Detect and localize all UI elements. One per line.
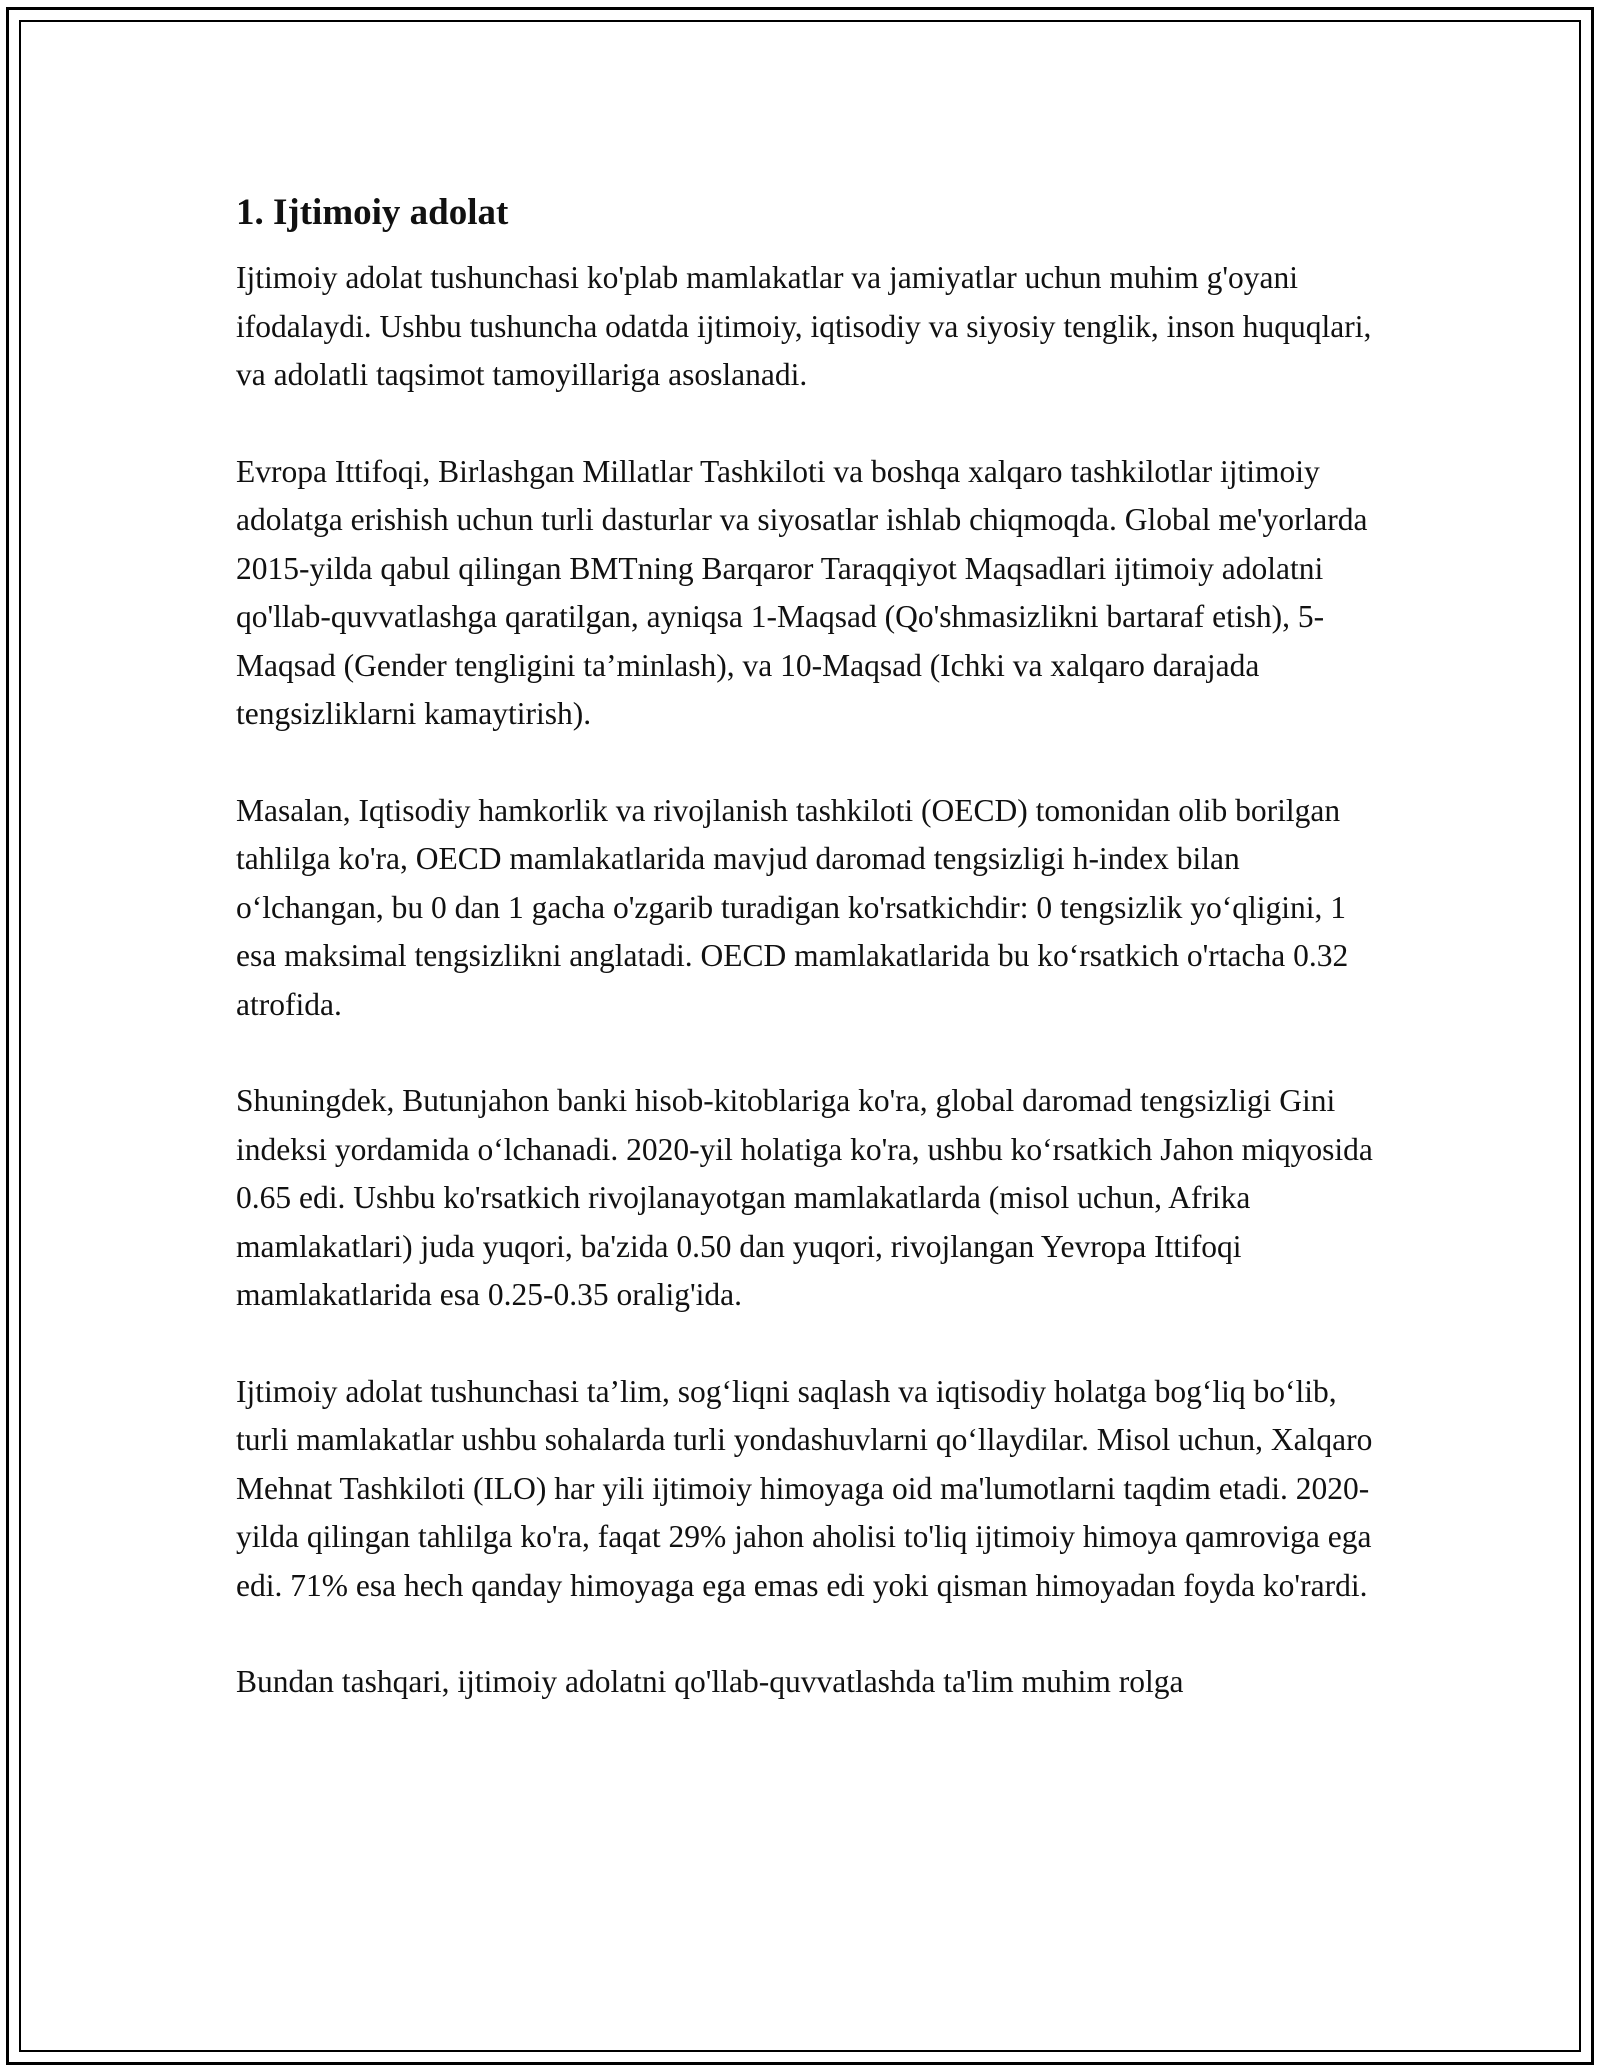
document-body <box>236 188 1386 1755</box>
paragraph-1: Ijtimoiy adolat tushunchasi ko'plab mamlakatlar va jamiyatlar uchun muhim g'oyani ifodalaydi. Ushbu tushuncha odatda ijtimoiy, iqtisodiy va siyosiy tenglik, inson huquqlari, va adolatli taqsimot tamoyillariga asoslanadi. <box>236 260 1372 392</box>
paragraph-5: Ijtimoiy adolat tushunchasi ta’lim, sog‘liqni saqlash va iqtisodiy holatga bog‘liq bo‘lib, turli mamlakatlar ushbu sohalarda turli yondashuvlarni qo‘llaydilar. Misol uchun, Xalqaro Mehnat Tashkiloti (ILO) har yili ijtimoiy himoyaga oid ma'lumotlarni taqdim etadi. 2020-yilda qilingan tahlilga ko'ra, faqat 29% jahon aholisi to'liq ijtimoiy himoya qamroviga ega edi. 71% esa hech qanday himoyaga ega emas edi yoki qisman himoyadan foyda ko'rardi. <box>236 1373 1373 1603</box>
paragraph-3: Masalan, Iqtisodiy hamkorlik va rivojlanish tashkiloti (OECD) tomonidan olib borilgan tahlilga ko'ra, OECD mamlakatlarida mavjud daromad tengsizligi h-index bilan o‘lchangan, bu 0 dan 1 gacha o'zgarib turadigan ko'rsatkichdir: 0 tengsizlik yo‘qligini, 1 esa maksimal tengsizlikni anglatadi. OECD mamlakatlarida bu ko‘rsatkich o'rtacha 0.32 atrofida. <box>236 792 1349 1022</box>
paragraph-6: Bundan tashqari, ijtimoiy adolatni qo'llab-quvvatlashda ta'lim muhim rolga <box>236 1664 1184 1699</box>
paragraph-4: Shuningdek, Butunjahon banki hisob-kitoblariga ko'ra, global daromad tengsizligi Gini indeksi yordamida o‘lchanadi. 2020-yil holatiga ko'ra, ushbu ko‘rsatkich Jahon miqyosida 0.65 edi. Ushbu ko'rsatkich rivojlanayotgan mamlakatlarda (misol uchun, Afrika mamlakatlari) juda yuqori, ba'zida 0.50 dan yuqori, rivojlangan Yevropa Ittifoqi mamlakatlarida esa 0.25-0.35 oralig'ida. <box>236 1083 1373 1312</box>
section-heading: 1. Ijtimoiy adolat <box>236 192 509 233</box>
paragraph-2: Evropa Ittifoqi, Birlashgan Millatlar Tashkiloti va boshqa xalqaro tashkilotlar ijtimoiy adolatga erishish uchun turli dasturlar va siyosatlar ishlab chiqmoqda. Global me'yorlarda 2015-yilda qabul qilingan BMTning Barqaror Taraqqiyot Maqsadlari ijtimoiy adolatni qo'llab-quvvatlashga qaratilgan, ayniqsa 1-Maqsad (Qo'shmasizlikni bartaraf etish), 5-Maqsad (Gender tengligini ta’minlash), va 10-Maqsad (Ichki va xalqaro darajada tengsizliklarni kamaytirish). <box>236 453 1368 731</box>
